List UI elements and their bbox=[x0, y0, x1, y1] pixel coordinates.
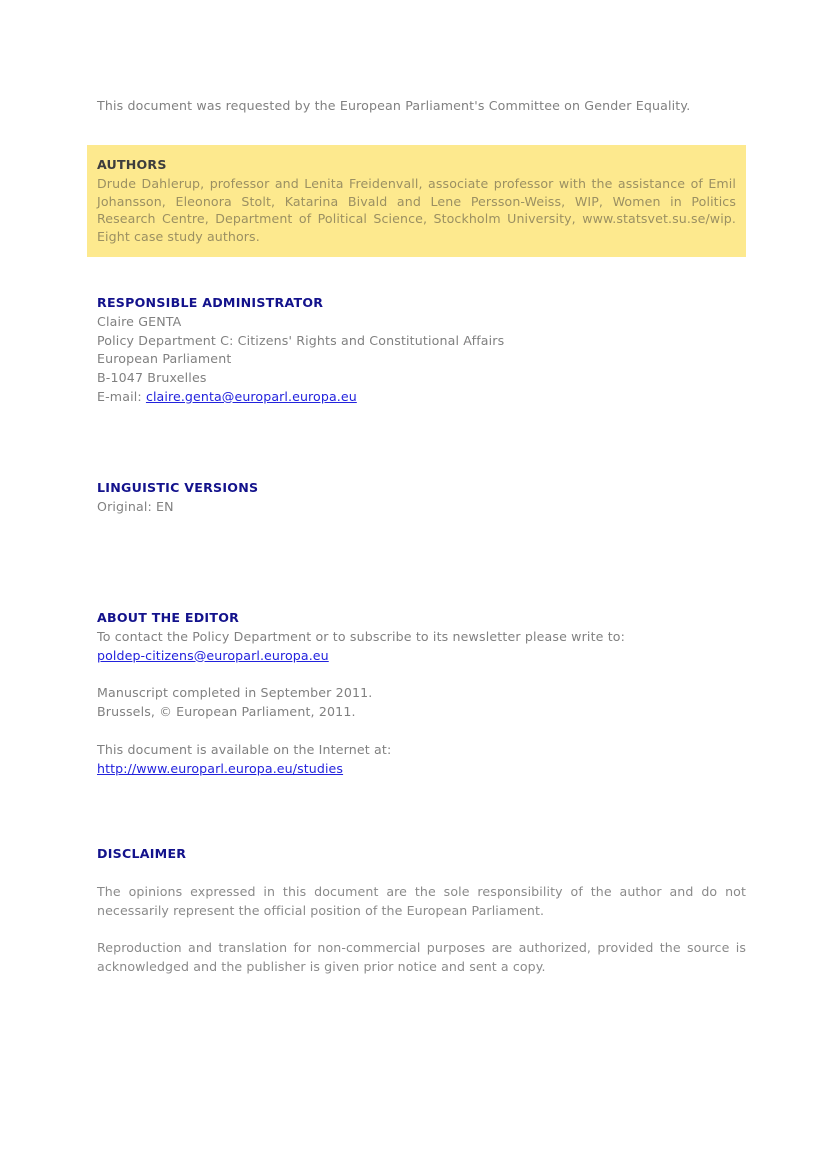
administrator-name: Claire GENTA bbox=[97, 314, 182, 329]
disclaimer-heading: DISCLAIMER bbox=[97, 846, 187, 861]
disclaimer-paragraph-one: The opinions expressed in this document are the sole responsibility of the author and do not necessarily represent the official position of the European Parliament. bbox=[97, 884, 746, 918]
administrator-email-label: E-mail: bbox=[97, 388, 146, 404]
linguistic-versions-section bbox=[97, 478, 746, 517]
authors-body-text: Drude Dahlerup, professor and Lenita Freidenvall, associate professor with the assistance of Emil Johansson, Eleonora Stolt, Katarina Bivald and Lene Persson-Weiss, WIP, Women in Politics Research Centre, Department of Political Science, Stockholm University, www.statsvet.su.se/wip. Eight case study authors. bbox=[97, 176, 736, 244]
request-statement: This document was requested by the European Parliament's Committee on Gender Equality. bbox=[97, 98, 691, 113]
about-editor-email-row bbox=[97, 647, 746, 666]
disclaimer-section bbox=[97, 844, 746, 976]
linguistic-versions-heading: LINGUISTIC VERSIONS bbox=[97, 480, 259, 495]
spacer-between-disclaimer-paragraphs bbox=[97, 920, 746, 939]
page-content bbox=[97, 97, 746, 974]
administrator-department: Policy Department C: Citizens' Rights and Constitutional Affairs bbox=[97, 332, 505, 348]
linguistic-versions-original: Original: EN bbox=[97, 499, 174, 514]
administrator-email-row bbox=[97, 388, 746, 407]
administrator-email-link[interactable]: claire.genta@europarl.europa.eu bbox=[145, 388, 357, 404]
spacer-after-contact bbox=[97, 665, 746, 684]
responsible-administrator-heading: RESPONSIBLE ADMINISTRATOR bbox=[97, 295, 324, 310]
about-editor-heading: ABOUT THE EDITOR bbox=[97, 610, 240, 625]
poldep-email-link[interactable]: poldep-citizens@europarl.europa.eu bbox=[97, 647, 329, 663]
about-editor-contact-line: To contact the Policy Department or to subscribe to its newsletter please write to: bbox=[97, 629, 626, 644]
about-editor-section bbox=[97, 608, 746, 778]
disclaimer-paragraph-two: Reproduction and translation for non-commercial purposes are authorized, provided the source is acknowledged and the publisher is given prior notice and sent a copy. bbox=[97, 940, 746, 974]
spacer-after-copyright bbox=[97, 722, 746, 741]
responsible-administrator-section bbox=[97, 293, 746, 407]
internet-url-row bbox=[97, 760, 746, 779]
spacer-after-disclaimer-heading bbox=[97, 864, 746, 883]
studies-url-link[interactable]: http://www.europarl.europa.eu/studies bbox=[97, 760, 344, 776]
authors-highlight-box bbox=[87, 145, 746, 257]
authors-heading: AUTHORS bbox=[97, 157, 167, 172]
copyright-line: Brussels, © European Parliament, 2011. bbox=[97, 704, 356, 720]
administrator-address: B-1047 Bruxelles bbox=[97, 370, 207, 386]
administrator-institution: European Parliament bbox=[97, 351, 232, 367]
manuscript-date: Manuscript completed in September 2011. bbox=[97, 685, 373, 701]
internet-availability-line: This document is available on the Internet at: bbox=[97, 741, 392, 757]
